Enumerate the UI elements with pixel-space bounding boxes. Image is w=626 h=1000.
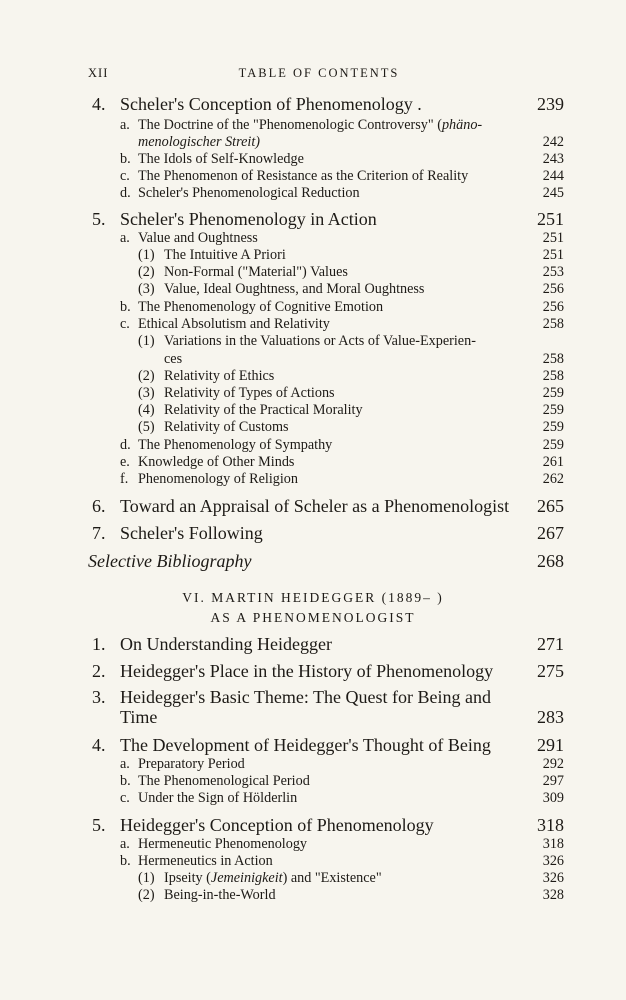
running-header [0,66,626,82]
part-heading: AS A PHENOMENOLOGIST [210,610,416,625]
running-head: TABLE OF CONTENTS [238,66,400,80]
page-number: XII [88,66,109,80]
part-heading: VI. MARTIN HEIDEGGER (1889– ) [182,590,444,605]
